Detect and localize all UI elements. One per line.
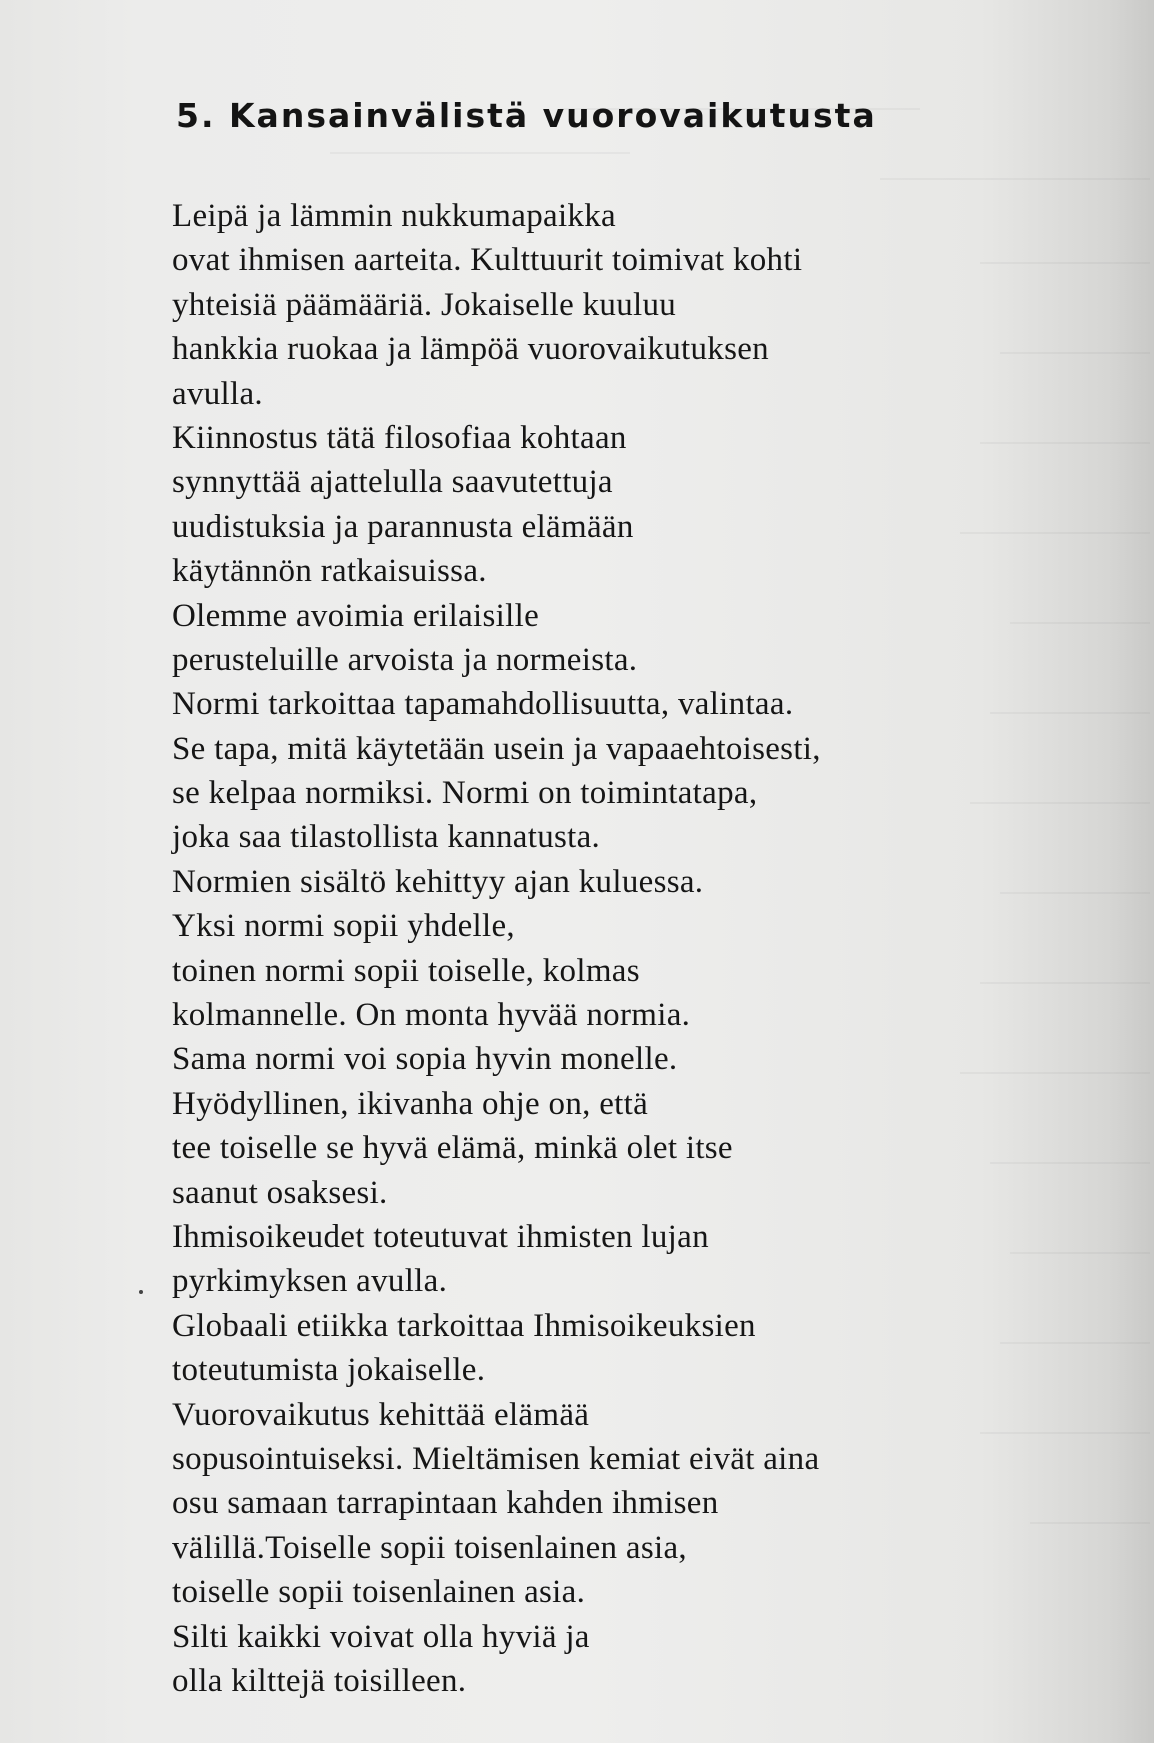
- text-line: Globaali etiikka tarkoittaa Ihmisoikeuksien: [172, 1307, 756, 1344]
- text-line: toinen normi sopii toiselle, kolmas: [172, 952, 640, 989]
- text-line: avulla.: [172, 375, 263, 412]
- body-text: [172, 194, 821, 1703]
- text-line: Ihmisoikeudet toteutuvat ihmisten lujan: [172, 1218, 709, 1255]
- text-line: kolmannelle. On monta hyvää normia.: [172, 997, 691, 1034]
- text-line: tee toiselle se hyvä elämä, minkä olet itse: [172, 1130, 733, 1167]
- text-line: osu samaan tarrapintaan kahden ihmisen: [172, 1485, 719, 1522]
- text-line: Normi tarkoittaa tapamahdollisuutta, valintaa.: [172, 686, 794, 723]
- text-line: yhteisiä päämääriä. Jokaiselle kuuluu: [172, 286, 677, 323]
- text-line: synnyttää ajattelulla saavutettuja: [172, 464, 613, 501]
- text-line: Silti kaikki voivat olla hyviä ja: [172, 1618, 590, 1655]
- text-line: Se tapa, mitä käytetään usein ja vapaaehtoisesti,: [172, 730, 821, 767]
- text-line: pyrkimyksen avulla.: [172, 1263, 448, 1300]
- text-line: välillä.Toiselle sopii toisenlainen asia,: [172, 1529, 687, 1566]
- text-line: olla kilttejä toisilleen.: [172, 1662, 467, 1699]
- text-line: Leipä ja lämmin nukkumapaikka: [172, 198, 616, 234]
- text-line: Kiinnostus tätä filosofiaa kohtaan: [172, 419, 627, 456]
- text-line: Yksi normi sopii yhdelle,: [172, 908, 515, 945]
- text-line: toiselle sopii toisenlainen asia.: [172, 1574, 586, 1611]
- text-line: joka saa tilastollista kannatusta.: [172, 819, 601, 856]
- text-line: uudistuksia ja parannusta elämään: [172, 508, 634, 545]
- text-line: hankkia ruokaa ja lämpöä vuorovaikutuksen: [172, 331, 769, 368]
- text-line: Olemme avoimia erilaisille: [172, 597, 540, 634]
- text-line: ovat ihmisen aarteita. Kulttuurit toimivat kohti: [172, 242, 803, 279]
- text-line: perusteluille arvoista ja normeista.: [172, 641, 638, 678]
- section-heading: 5. Kansainvälistä vuorovaikutusta: [176, 96, 877, 135]
- text-line: Hyödyllinen, ikivanha ohje on, että: [172, 1085, 649, 1122]
- text-line: se kelpaa normiksi. Normi on toimintatapa,: [172, 775, 758, 812]
- text-line: saanut osaksesi.: [172, 1174, 388, 1211]
- text-line: käytännön ratkaisuissa.: [172, 553, 487, 590]
- text-line: Sama normi voi sopia hyvin monelle.: [172, 1041, 678, 1078]
- text-line: sopusointuiseksi. Mieltämisen kemiat eivät aina: [172, 1440, 820, 1477]
- text-line: toteutumista jokaiselle.: [172, 1352, 486, 1389]
- scan-speck: [139, 1290, 143, 1294]
- text-line: Normien sisältö kehittyy ajan kuluessa.: [172, 863, 704, 900]
- text-line: Vuorovaikutus kehittää elämää: [172, 1396, 590, 1433]
